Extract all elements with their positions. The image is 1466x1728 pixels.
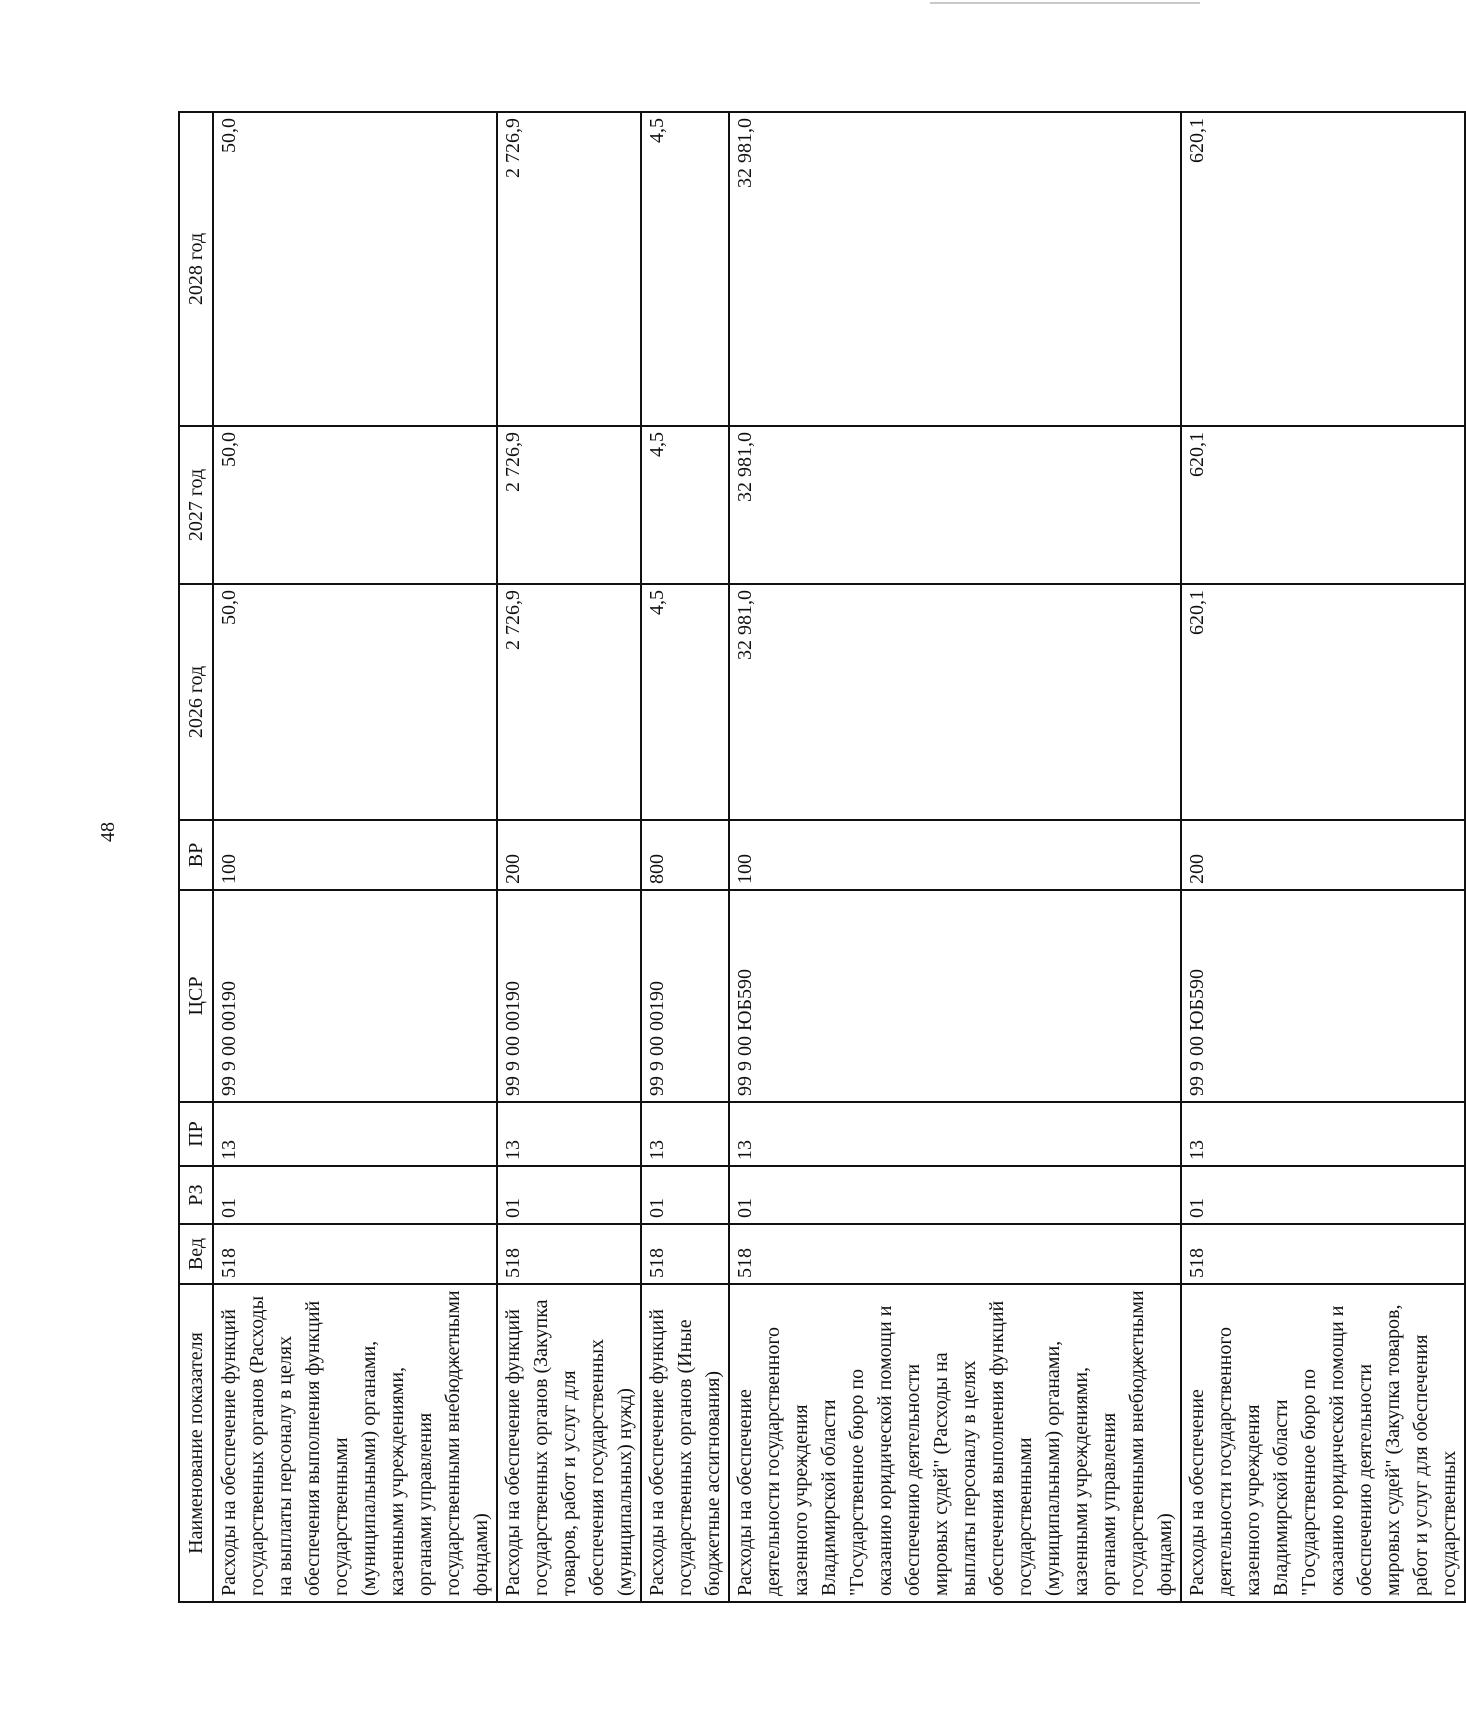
cell-ved: 518 [213, 1224, 497, 1284]
cell-vr: 200 [1181, 820, 1465, 890]
table-row [213, 112, 497, 1602]
cell-pr: 13 [729, 1102, 1181, 1166]
cell-pr: 13 [213, 1102, 497, 1166]
cell-2027: 2 726,9 [497, 426, 641, 584]
cell-rz: 01 [497, 1166, 641, 1224]
table-row [497, 112, 641, 1602]
header-pr: ПР [179, 1102, 213, 1166]
page-number: 48 [97, 822, 119, 842]
header-name: Наименование показателя [179, 1284, 213, 1602]
cell-2028: 32 981,0 [729, 112, 1181, 426]
budget-table [178, 111, 1466, 1603]
cell-vr: 800 [641, 820, 729, 890]
cell-2027: 50,0 [213, 426, 497, 584]
cell-2027: 620,1 [1181, 426, 1465, 584]
table-row [641, 112, 729, 1602]
cell-2028: 620,1 [1181, 112, 1465, 426]
cell-2026: 2 726,9 [497, 584, 641, 820]
cell-vr: 100 [213, 820, 497, 890]
cell-vr: 100 [729, 820, 1181, 890]
cell-ved: 518 [729, 1224, 1181, 1284]
cell-ved: 518 [641, 1224, 729, 1284]
cell-vr: 200 [497, 820, 641, 890]
rotated-table-frame [178, 113, 1460, 1603]
cell-2028: 2 726,9 [497, 112, 641, 426]
cell-2027: 4,5 [641, 426, 729, 584]
cell-csr: 99 9 00 00190 [497, 890, 641, 1102]
cell-ved: 518 [497, 1224, 641, 1284]
header-vr: ВР [179, 820, 213, 890]
cell-rz: 01 [641, 1166, 729, 1224]
header-2027: 2027 год [179, 426, 213, 584]
cell-2026: 4,5 [641, 584, 729, 820]
header-csr: ЦСР [179, 890, 213, 1102]
table-row [729, 112, 1181, 1602]
cell-name: Расходы на обеспечение функций государственных органов (Расходы на выплаты персоналу в целях обеспечения выполнения функций государственными (муниципальными) органами, казенными учреждениями, органами управления государственными внебюджетными фондами) [213, 1284, 497, 1602]
cell-2026: 620,1 [1181, 584, 1465, 820]
cell-csr: 99 9 00 00190 [641, 890, 729, 1102]
scan-edge-line [930, 2, 1200, 4]
cell-2026: 32 981,0 [729, 584, 1181, 820]
cell-ved: 518 [1181, 1224, 1465, 1284]
cell-2027: 32 981,0 [729, 426, 1181, 584]
cell-rz: 01 [213, 1166, 497, 1224]
cell-name: Расходы на обеспечение функций государственных органов (Закупка товаров, работ и услуг для обеспечения государственных (муниципальных) нужд) [497, 1284, 641, 1602]
cell-2028: 50,0 [213, 112, 497, 426]
cell-rz: 01 [729, 1166, 1181, 1224]
cell-pr: 13 [641, 1102, 729, 1166]
cell-2026: 50,0 [213, 584, 497, 820]
cell-pr: 13 [497, 1102, 641, 1166]
cell-2028: 4,5 [641, 112, 729, 426]
cell-name: Расходы на обеспечение деятельности государственного казенного учреждения Владимирской области "Государственное бюро по оказанию юридической помощи и обеспечению деятельности мировых судей" (Закупка товаров, работ и услуг для обеспечения государственных [1181, 1284, 1465, 1602]
cell-rz: 01 [1181, 1166, 1465, 1224]
header-ved: Вед [179, 1224, 213, 1284]
header-2026: 2026 год [179, 584, 213, 820]
cell-csr: 99 9 00 ЮБ590 [1181, 890, 1465, 1102]
cell-pr: 13 [1181, 1102, 1465, 1166]
header-rz: РЗ [179, 1166, 213, 1224]
cell-name: Расходы на обеспечение деятельности государственного казенного учреждения Владимирской области "Государственное бюро по оказанию юридической помощи и обеспечению деятельности мировых судей" (Расходы на выплаты персоналу в целях обеспечения выполнения функций государственными (муниципальными) органами, казенными учреждениями, органами управления государственными внебюджетными фондами) [729, 1284, 1181, 1602]
cell-csr: 99 9 00 00190 [213, 890, 497, 1102]
table-row [1181, 112, 1465, 1602]
cell-csr: 99 9 00 ЮБ590 [729, 890, 1181, 1102]
table-header-row [179, 112, 213, 1602]
header-2028: 2028 год [179, 112, 213, 426]
cell-name: Расходы на обеспечение функций государственных органов (Иные бюджетные ассигнования) [641, 1284, 729, 1602]
